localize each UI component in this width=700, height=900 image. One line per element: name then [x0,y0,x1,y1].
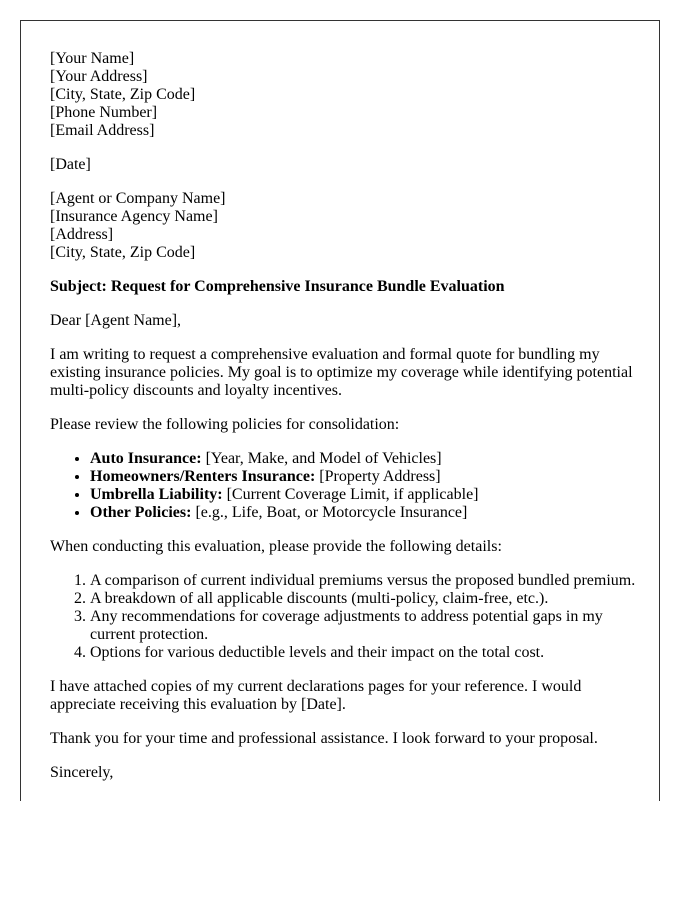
salutation: Dear [Agent Name], [50,312,182,329]
policy-detail: [Property Address] [315,468,441,485]
sender-email: [Email Address] [50,122,155,139]
recipient-agent-or-company: [Agent or Company Name] [50,190,226,207]
recipient-address: [Address] [50,226,114,243]
sender-block [50,50,650,140]
policy-item [90,450,650,468]
detail-item: 2. A breakdown of all applicable discounts (multi-policy, claim-free, etc.). [90,590,650,608]
policy-item [90,504,650,522]
policy-detail: [Year, Make, and Model of Vehicles] [201,450,442,467]
attachment-paragraph: I have attached copies of my current declarations pages for your reference. I would appreciate receiving this evaluation by [Date]. [50,678,582,713]
sender-name: [Your Name] [50,50,135,67]
recipient-agency: [Insurance Agency Name] [50,208,218,225]
policy-label: Umbrella Liability: [90,486,223,503]
policy-label: Homeowners/Renters Insurance: [90,468,316,485]
sender-phone: [Phone Number] [50,104,158,121]
policy-detail: [Current Coverage Limit, if applicable] [222,486,479,503]
detail-item: 3. Any recommendations for coverage adjustments to address potential gaps in my current protection. [90,608,650,644]
letter-page [20,20,660,801]
policy-label: Other Policies: [90,504,192,521]
detail-item: 1. A comparison of current individual premiums versus the proposed bundled premium. [90,572,650,590]
recipient-city-state-zip: [City, State, Zip Code] [50,244,196,261]
letter-date: [Date] [50,156,91,173]
policy-label: Auto Insurance: [90,450,202,467]
details-intro: When conducting this evaluation, please provide the following details: [50,538,502,555]
sender-address: [Your Address] [50,68,148,85]
detail-item: 4. Options for various deductible levels and their impact on the total cost. [90,644,650,662]
policy-detail: [e.g., Life, Boat, or Motorcycle Insurance] [191,504,468,521]
letter-content [50,50,650,798]
subject-line: Subject: Request for Comprehensive Insurance Bundle Evaluation [50,278,505,295]
thanks-paragraph: Thank you for your time and professional assistance. I look forward to your proposal. [50,730,598,747]
recipient-block [50,190,650,262]
policy-item [90,468,650,486]
details-list [50,572,650,662]
sender-city-state-zip: [City, State, Zip Code] [50,86,196,103]
closing: Sincerely, [50,764,114,781]
intro-paragraph: I am writing to request a comprehensive evaluation and formal quote for bundling my existing insurance policies. My goal is to optimize my coverage while identifying potential multi-policy discounts and loyalty incentives. [50,346,633,399]
policy-item [90,486,650,504]
policies-intro: Please review the following policies for consolidation: [50,416,400,433]
policies-list [50,450,650,522]
